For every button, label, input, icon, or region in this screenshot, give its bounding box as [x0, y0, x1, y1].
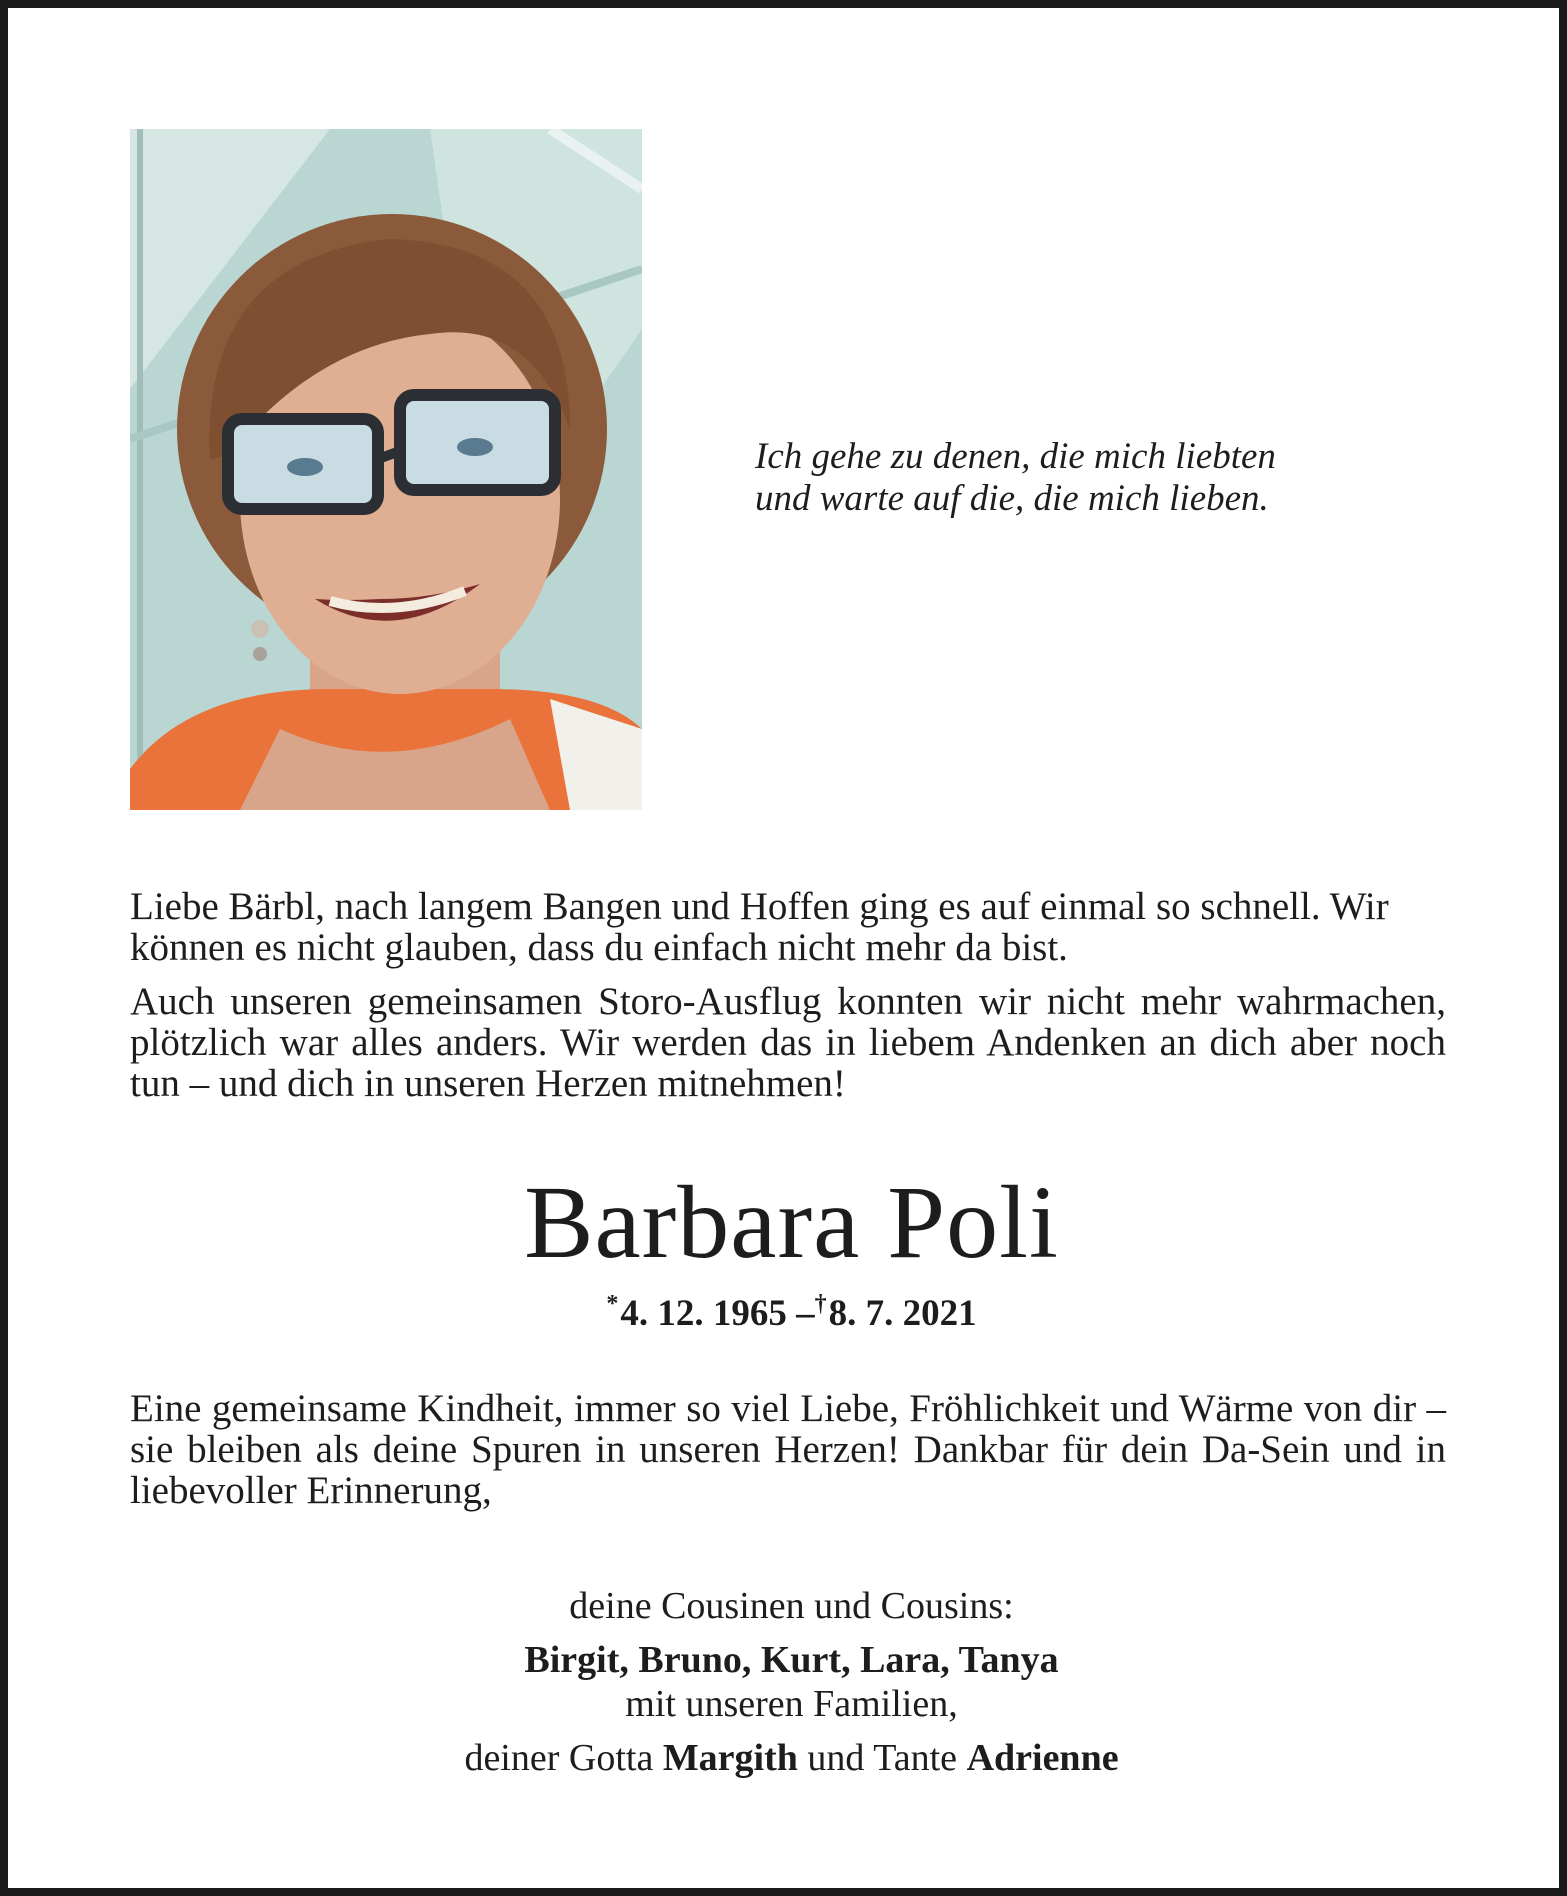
- death-date: 8. 7. 2021: [828, 1293, 977, 1334]
- memorial-quote: [755, 436, 1455, 520]
- portrait-photo: [130, 129, 642, 810]
- signature-names: Birgit, Bruno, Kurt, Lara, Tanya: [524, 1639, 1059, 1681]
- death-cross-icon: †: [814, 1291, 827, 1317]
- quote-line: und warte auf die, die mich lieben.: [755, 478, 1269, 519]
- signature-name-godmother: Margith: [662, 1737, 798, 1779]
- intro-paragraph: Auch unseren gemeinsamen Storo-Ausflug konnten wir nicht mehr wahrmachen, plötzlich war alles anders. Wir werden das in liebem Andenken an dich aber noch tun – und dich in unseren Herzen mitnehmen!: [130, 980, 1446, 1105]
- deceased-name: Barbara Poli: [524, 1165, 1059, 1280]
- signature-text: und Tante: [807, 1737, 958, 1779]
- birth-date: 4. 12. 1965: [620, 1293, 787, 1334]
- signature-intro: deine Cousinen und Cousins:: [569, 1585, 1014, 1627]
- date-separator: –: [796, 1293, 815, 1334]
- birth-star-icon: *: [606, 1291, 619, 1317]
- signature-families: mit unseren Familien,: [625, 1683, 958, 1725]
- signature-text: deiner Gotta: [464, 1737, 654, 1779]
- closing-paragraph: Eine gemeinsame Kindheit, immer so viel Liebe, Fröhlichkeit und Wärme von dir – sie bleiben als deine Spuren in unseren Herzen! Dankbar für dein Da-Sein und in liebevoller Erinnerung,: [130, 1387, 1446, 1512]
- intro-paragraph: Liebe Bärbl, nach langem Bangen und Hoffen ging es auf einmal so schnell. Wir können es nicht glauben, dass du einfach nicht mehr da bist.: [130, 885, 1389, 969]
- life-dates: [8, 1292, 1567, 1336]
- signature-name-aunt: Adrienne: [966, 1737, 1119, 1779]
- quote-line: Ich gehe zu denen, die mich liebten: [755, 436, 1276, 477]
- signature-relatives: [8, 1736, 1567, 1780]
